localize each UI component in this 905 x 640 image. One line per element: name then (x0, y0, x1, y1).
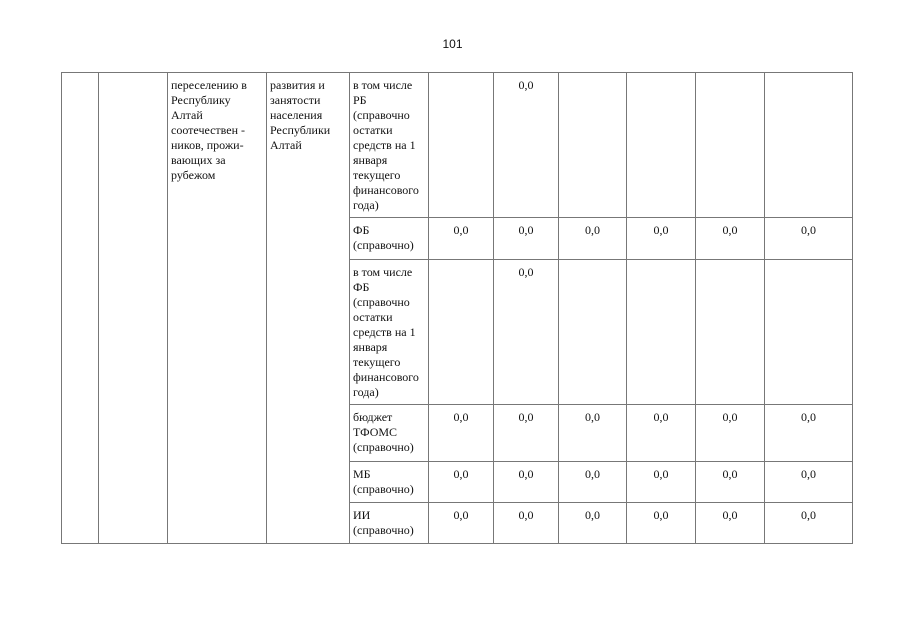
value-cell: 0,0 (696, 218, 765, 260)
value-cell: 0,0 (429, 218, 494, 260)
value-cell (696, 260, 765, 405)
program-description-cell: переселению в Республику Алтай соотечествен - ников, прожи- вающих за рубежом (168, 73, 267, 544)
value-cell (429, 260, 494, 405)
value-cell: 0,0 (627, 503, 696, 544)
funding-source-label: в том числе РБ (справочно остатки средств на 1 января текущего финансового года) (350, 73, 429, 218)
value-cell: 0,0 (559, 462, 627, 503)
value-cell: 0,0 (696, 503, 765, 544)
value-cell: 0,0 (765, 218, 853, 260)
value-cell: 0,0 (627, 462, 696, 503)
value-cell: 0,0 (494, 503, 559, 544)
funding-source-label: ИИ (справочно) (350, 503, 429, 544)
value-cell: 0,0 (696, 462, 765, 503)
value-cell: 0,0 (696, 405, 765, 462)
value-cell (765, 260, 853, 405)
value-cell (696, 73, 765, 218)
value-cell: 0,0 (559, 503, 627, 544)
value-cell: 0,0 (494, 462, 559, 503)
funding-source-label: в том числе ФБ (справочно остатки средств на 1 января текущего финансового года) (350, 260, 429, 405)
funding-source-label: бюджет ТФОМС (справочно) (350, 405, 429, 462)
page-number: 101 (442, 37, 463, 51)
funding-source-label: ФБ (справочно) (350, 218, 429, 260)
blank-cell-col2 (99, 73, 168, 544)
value-cell (627, 260, 696, 405)
blank-cell-col1 (62, 73, 99, 544)
value-cell: 0,0 (559, 218, 627, 260)
value-cell: 0,0 (429, 405, 494, 462)
value-cell: 0,0 (765, 503, 853, 544)
value-cell: 0,0 (765, 462, 853, 503)
value-cell: 0,0 (494, 73, 559, 218)
table-row (62, 73, 853, 218)
value-cell (627, 73, 696, 218)
value-cell: 0,0 (627, 405, 696, 462)
funding-source-label: МБ (справочно) (350, 462, 429, 503)
value-cell: 0,0 (494, 405, 559, 462)
value-cell (429, 73, 494, 218)
value-cell (765, 73, 853, 218)
value-cell: 0,0 (627, 218, 696, 260)
value-cell: 0,0 (765, 405, 853, 462)
budget-table (61, 72, 853, 544)
value-cell (559, 260, 627, 405)
value-cell: 0,0 (494, 218, 559, 260)
value-cell (559, 73, 627, 218)
value-cell: 0,0 (429, 503, 494, 544)
value-cell: 0,0 (494, 260, 559, 405)
value-cell: 0,0 (429, 462, 494, 503)
value-cell: 0,0 (559, 405, 627, 462)
executor-cell: развития и занятости населения Республики Алтай (267, 73, 350, 544)
